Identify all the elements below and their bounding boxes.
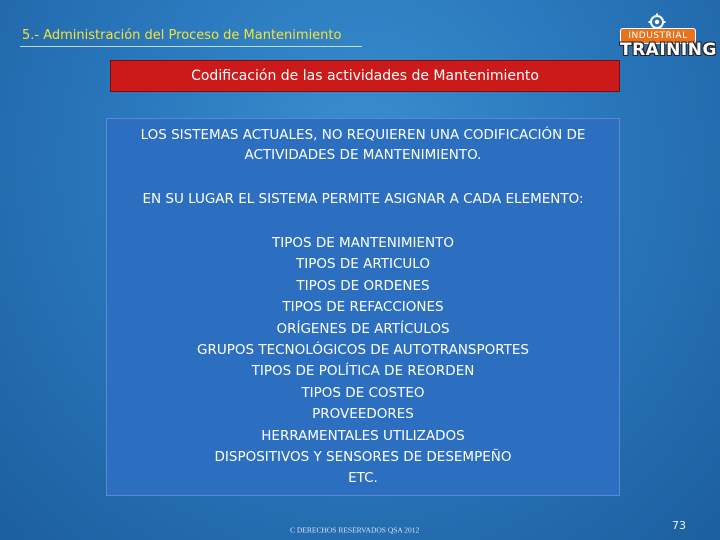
content-box <box>106 118 620 496</box>
slide-header <box>0 0 720 50</box>
list-item: TIPOS DE ARTICULO <box>296 256 430 273</box>
list-item: TIPOS DE ORDENES <box>296 277 430 294</box>
list-item: ORÍGENES DE ARTÍCULOS <box>276 320 450 337</box>
company-logo <box>618 12 717 60</box>
list-item: HERRAMENTALES UTILIZADOS <box>261 427 465 444</box>
copyright-notice: C DERECHOS RESERVADOS QSA 2012 <box>290 525 420 535</box>
list-item: TIPOS DE POLÍTICA DE REORDEN <box>251 363 475 380</box>
list-item: TIPOS DE REFACCIONES <box>282 299 444 316</box>
page-number: 73 <box>672 519 686 532</box>
list-item: PROVEEDORES <box>312 406 414 423</box>
list-item: TIPOS DE MANTENIMIENTO <box>271 235 455 251</box>
list-item: TIPOS DE COSTEO <box>301 384 425 401</box>
slide-title: 5.- Administración del Proceso de Mantenimiento <box>22 28 342 43</box>
element-list <box>113 233 613 490</box>
intro-text-2: EN SU LUGAR EL SISTEMA PERMITE ASIGNAR A CADA ELEMENTO: <box>142 191 584 207</box>
logo-badge: INDUSTRIAL <box>620 28 696 44</box>
list-item: ETC. <box>348 470 378 487</box>
intro-text: LOS SISTEMAS ACTUALES, NO REQUIEREN UNA CODIFICACIÓN DE ACTIVIDADES DE MANTENIMIENTO. <box>140 127 586 163</box>
title-underline <box>20 46 362 47</box>
list-item: GRUPOS TECNOLÓGICOS DE AUTOTRANSPORTES <box>197 341 529 358</box>
logo-wordmark: TRAINING <box>620 40 717 60</box>
list-item: DISPOSITIVOS Y SENSORES DE DESEMPEÑO <box>214 448 512 465</box>
subtitle-bar: Codificación de las actividades de Mantenimiento <box>110 60 620 92</box>
